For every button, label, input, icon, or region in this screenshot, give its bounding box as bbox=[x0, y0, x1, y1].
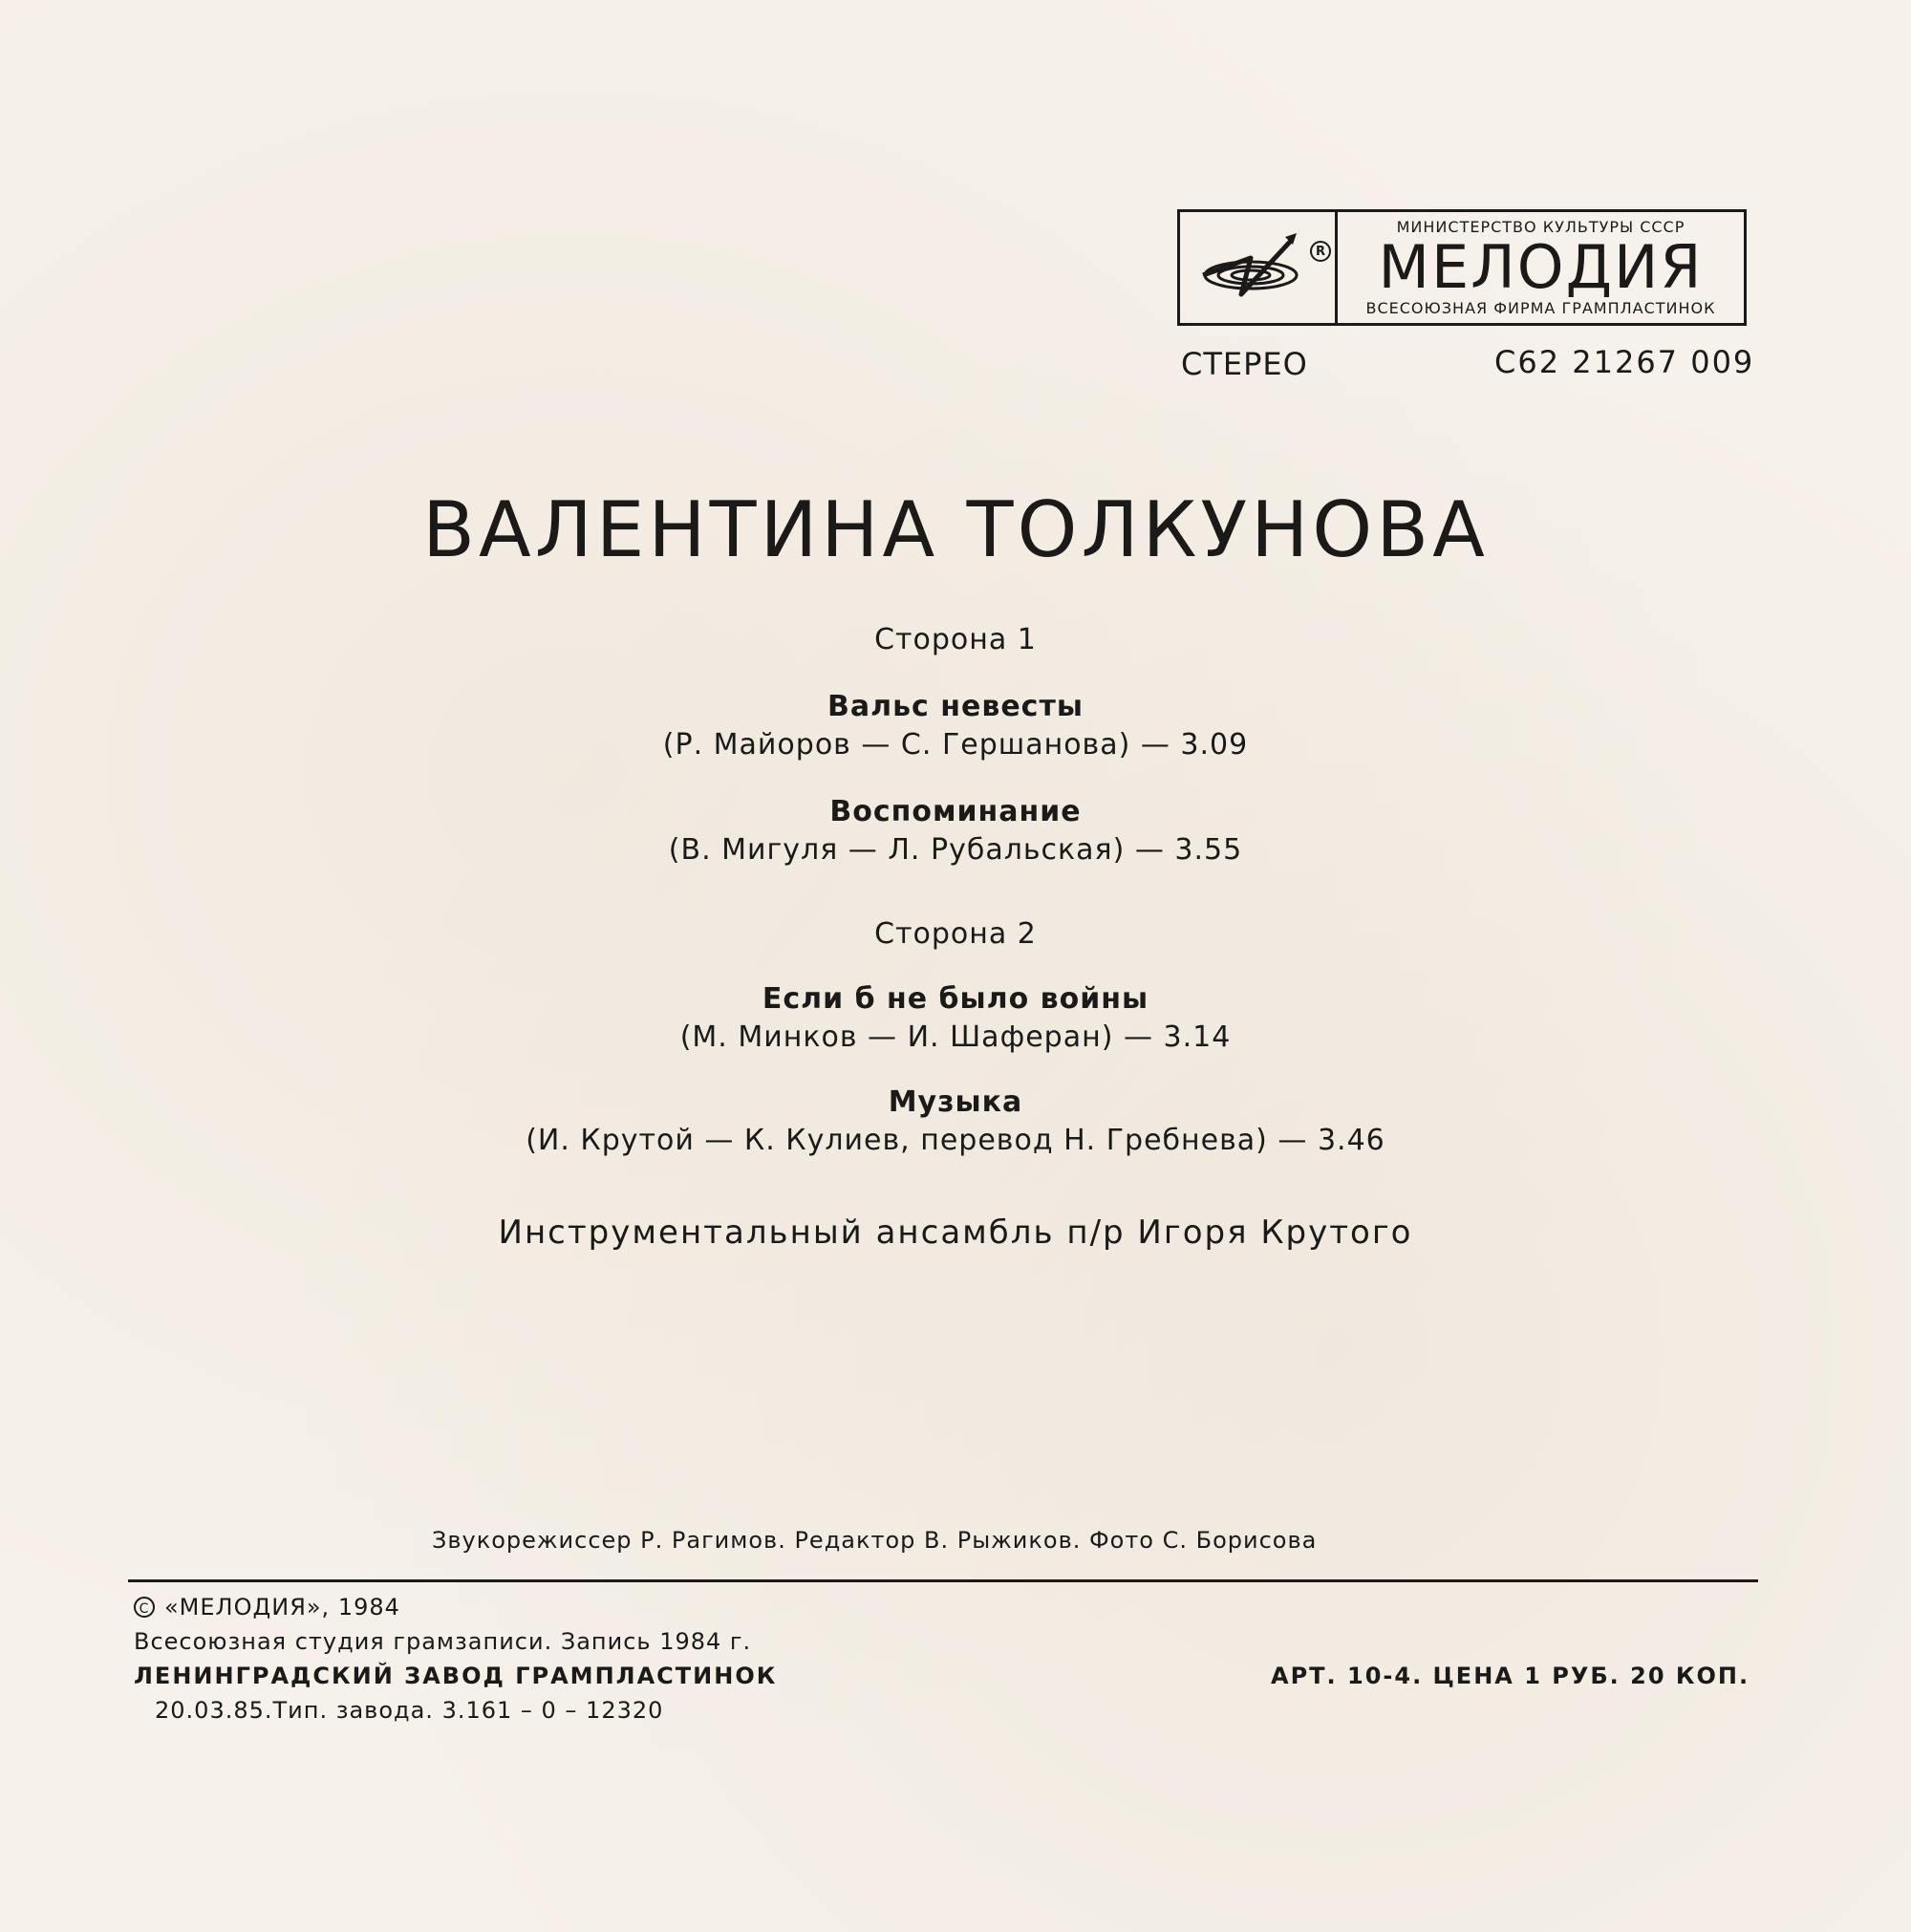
melodiya-emblem-icon bbox=[1180, 212, 1338, 323]
price-line: АРТ. 10-4. ЦЕНА 1 РУБ. 20 КОП. bbox=[1271, 1663, 1750, 1689]
logo-name: МЕЛОДИЯ bbox=[1378, 232, 1704, 302]
track-credits: (М. Минков — И. Шаферан) — 3.14 bbox=[679, 1020, 1232, 1054]
logo-text bbox=[1338, 212, 1744, 323]
track-title: Музыка bbox=[888, 1085, 1023, 1119]
side-1-label: Сторона 1 bbox=[874, 623, 1037, 656]
side-2-label: Сторона 2 bbox=[874, 917, 1037, 951]
track-credits: (Р. Майоров — С. Гершанова) — 3.09 bbox=[662, 728, 1249, 762]
plant-line: ЛЕНИНГРАДСКИЙ ЗАВОД ГРАМПЛАСТИНОК bbox=[134, 1663, 778, 1689]
catalog-number: С62 21267 009 bbox=[1494, 344, 1755, 380]
track-title: Воспоминание bbox=[829, 795, 1082, 828]
melodiya-spiral-icon bbox=[1186, 220, 1329, 315]
registered-mark: R bbox=[1310, 241, 1331, 262]
track-credits: (В. Мигуля — Л. Рубальская) — 3.55 bbox=[668, 833, 1243, 867]
melodiya-logo bbox=[1177, 209, 1747, 326]
copyright-text: «МЕЛОДИЯ», 1984 bbox=[164, 1594, 400, 1621]
logo-firm: ВСЕСОЮЗНАЯ ФИРМА ГРАМПЛАСТИНОК bbox=[1365, 299, 1716, 317]
production-credits: Звукорежиссер Р. Рагимов. Редактор В. Рыжиков. Фото С. Борисова bbox=[432, 1527, 1318, 1554]
artist-name: ВАЛЕНТИНА ТОЛКУНОВА bbox=[422, 485, 1489, 574]
track-title: Если б не было войны bbox=[762, 982, 1149, 1016]
studio-line: Всесоюзная студия грамзаписи. Запись 1984 г. bbox=[134, 1628, 752, 1655]
print-info-line: 20.03.85.Тип. завода. 3.161 – 0 – 12320 bbox=[155, 1697, 664, 1724]
format-label: СТЕРЕО bbox=[1181, 346, 1308, 382]
ensemble-credit: Инструментальный ансамбль п/р Игоря Крутого bbox=[498, 1213, 1413, 1252]
copyright-icon: C bbox=[134, 1597, 155, 1618]
track-credits: (И. Крутой — К. Кулиев, перевод Н. Гребнева) — 3.46 bbox=[526, 1124, 1385, 1157]
track-title: Вальс невесты bbox=[827, 690, 1084, 723]
logo-ministry: МИНИСТЕРСТВО КУЛЬТУРЫ СССР bbox=[1396, 218, 1686, 236]
copyright-line bbox=[134, 1594, 400, 1621]
footer-divider bbox=[128, 1579, 1758, 1582]
